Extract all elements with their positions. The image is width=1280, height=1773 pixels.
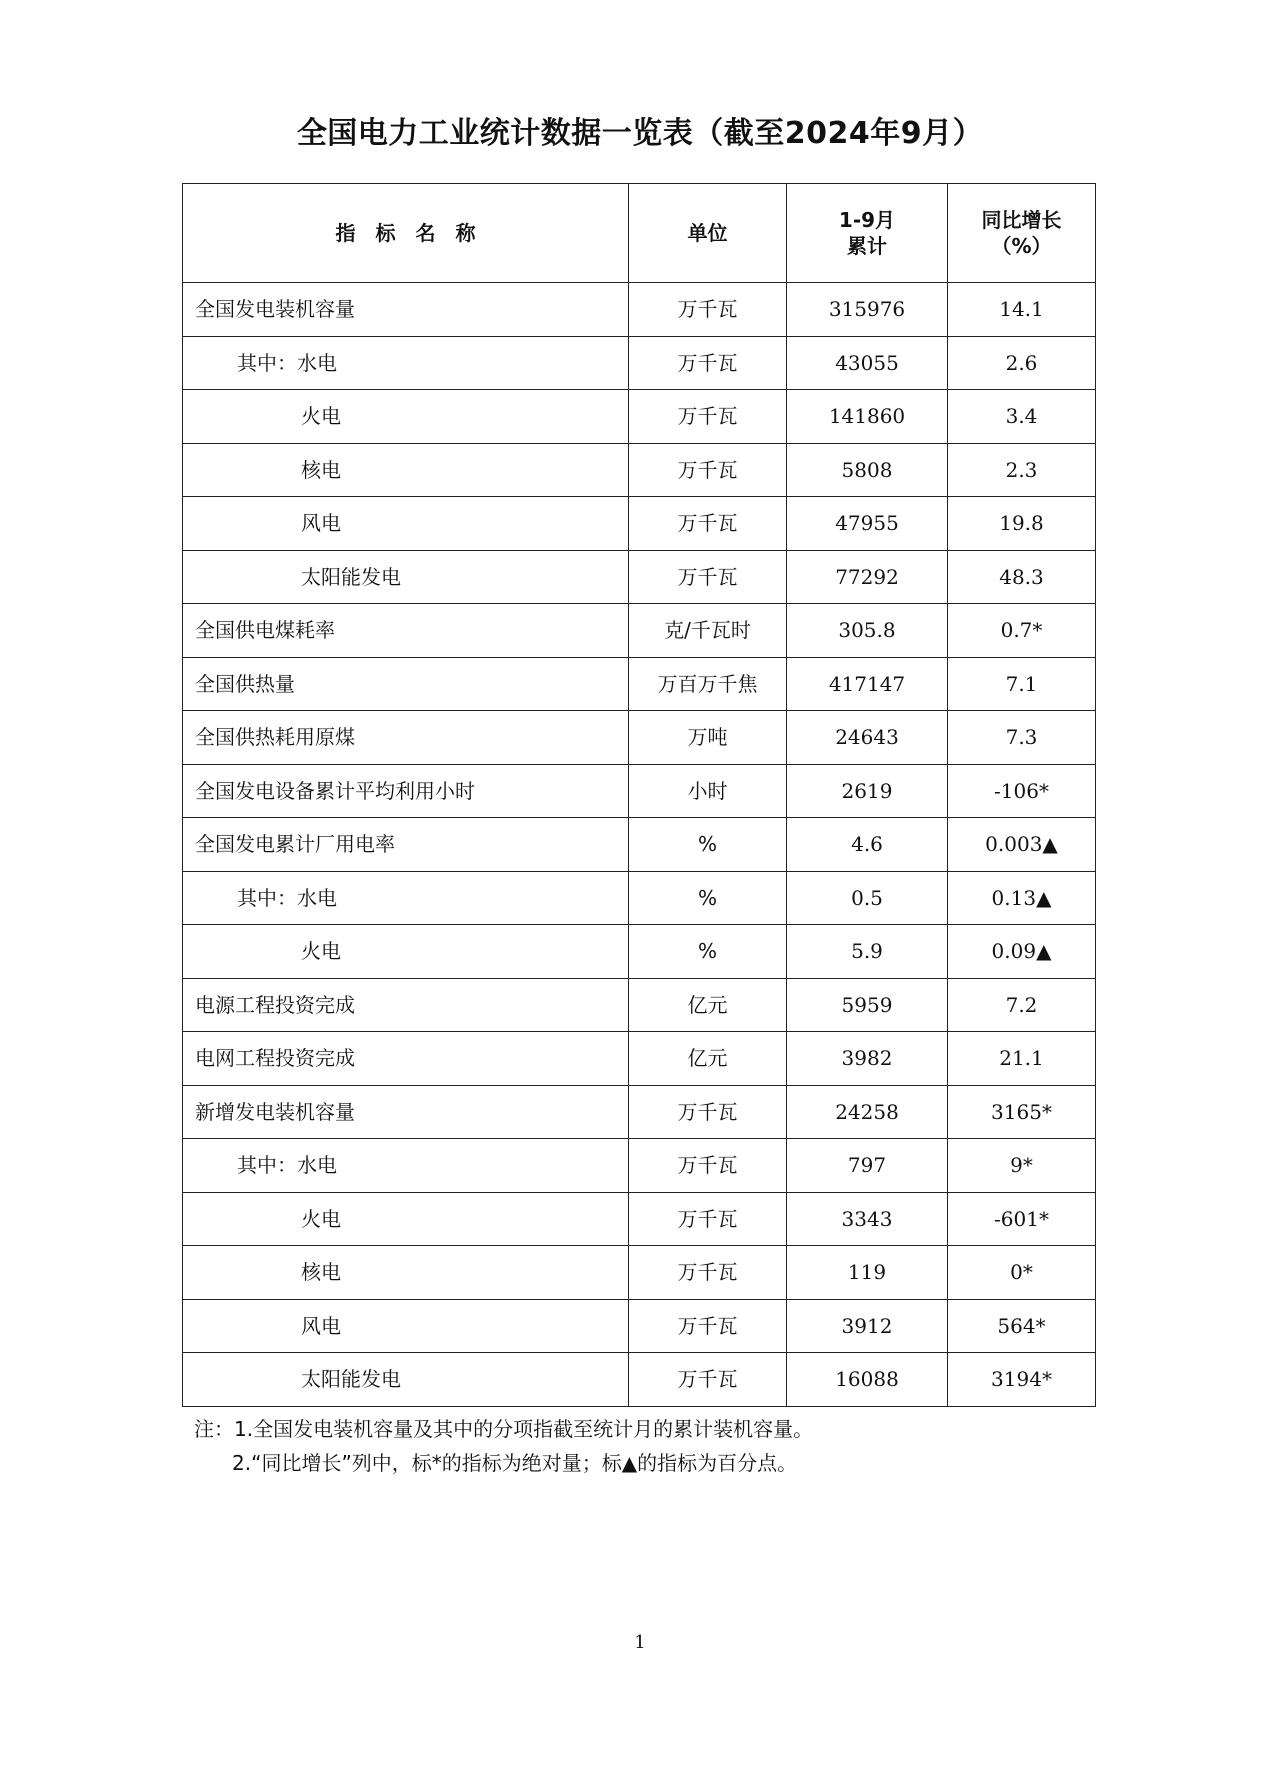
indicator-name-cell: 风电 bbox=[183, 1299, 629, 1353]
indicator-name-cell: 全国供热量 bbox=[183, 657, 629, 711]
yoy-growth-cell: 564* bbox=[948, 1299, 1096, 1353]
indicator-name-cell: 火电 bbox=[183, 390, 629, 444]
table-row bbox=[183, 1299, 1096, 1353]
table-row bbox=[183, 497, 1096, 551]
unit-cell: 万千瓦 bbox=[629, 336, 787, 390]
unit-cell: 万千瓦 bbox=[629, 390, 787, 444]
cumulative-value-cell: 0.5 bbox=[787, 871, 948, 925]
indicator-name-cell: 太阳能发电 bbox=[183, 550, 629, 604]
table-row bbox=[183, 818, 1096, 872]
table-row bbox=[183, 711, 1096, 765]
unit-cell: 亿元 bbox=[629, 978, 787, 1032]
indicator-name-cell: 新增发电装机容量 bbox=[183, 1085, 629, 1139]
unit-cell: 万千瓦 bbox=[629, 283, 787, 337]
yoy-growth-cell: 0.7* bbox=[948, 604, 1096, 658]
table-row bbox=[183, 1192, 1096, 1246]
table-row bbox=[183, 550, 1096, 604]
cumulative-value-cell: 3982 bbox=[787, 1032, 948, 1086]
cumulative-value-cell: 4.6 bbox=[787, 818, 948, 872]
table-row bbox=[183, 1032, 1096, 1086]
table-row bbox=[183, 336, 1096, 390]
cumulative-value-cell: 5.9 bbox=[787, 925, 948, 979]
yoy-growth-cell: 2.6 bbox=[948, 336, 1096, 390]
yoy-growth-cell: 21.1 bbox=[948, 1032, 1096, 1086]
yoy-growth-cell: 3165* bbox=[948, 1085, 1096, 1139]
unit-cell: 万千瓦 bbox=[629, 443, 787, 497]
unit-cell: 万千瓦 bbox=[629, 1192, 787, 1246]
yoy-growth-cell: 7.3 bbox=[948, 711, 1096, 765]
cumulative-value-cell: 77292 bbox=[787, 550, 948, 604]
footnote-1: 注：1.全国发电装机容量及其中的分项指截至统计月的累计装机容量。 bbox=[194, 1417, 814, 1441]
yoy-growth-cell: -601* bbox=[948, 1192, 1096, 1246]
yoy-growth-cell: -106* bbox=[948, 764, 1096, 818]
table-body bbox=[183, 283, 1096, 1407]
cumulative-value-cell: 2619 bbox=[787, 764, 948, 818]
cumulative-value-cell: 43055 bbox=[787, 336, 948, 390]
table-row bbox=[183, 283, 1096, 337]
cumulative-value-cell: 24643 bbox=[787, 711, 948, 765]
unit-cell: 万吨 bbox=[629, 711, 787, 765]
cumulative-value-cell: 797 bbox=[787, 1139, 948, 1193]
table-row bbox=[183, 604, 1096, 658]
cumulative-value-cell: 5959 bbox=[787, 978, 948, 1032]
cumulative-value-cell: 3343 bbox=[787, 1192, 948, 1246]
indicator-name-cell: 太阳能发电 bbox=[183, 1353, 629, 1407]
yoy-growth-cell: 0* bbox=[948, 1246, 1096, 1300]
table-row bbox=[183, 764, 1096, 818]
indicator-name-cell: 其中：水电 bbox=[183, 1139, 629, 1193]
unit-cell: 万千瓦 bbox=[629, 1139, 787, 1193]
header-yoy-growth bbox=[948, 184, 1096, 283]
table-row bbox=[183, 657, 1096, 711]
cumulative-value-cell: 141860 bbox=[787, 390, 948, 444]
unit-cell: 万千瓦 bbox=[629, 1085, 787, 1139]
yoy-growth-cell: 0.13▲ bbox=[948, 871, 1096, 925]
table-row bbox=[183, 390, 1096, 444]
yoy-growth-cell: 48.3 bbox=[948, 550, 1096, 604]
indicator-name-cell: 全国供热耗用原煤 bbox=[183, 711, 629, 765]
footnotes bbox=[194, 1412, 813, 1480]
cumulative-value-cell: 24258 bbox=[787, 1085, 948, 1139]
table-row bbox=[183, 871, 1096, 925]
yoy-growth-cell: 7.2 bbox=[948, 978, 1096, 1032]
indicator-name-cell: 核电 bbox=[183, 443, 629, 497]
table-row bbox=[183, 1353, 1096, 1407]
page-number: 1 bbox=[634, 1632, 646, 1653]
indicator-name-cell: 火电 bbox=[183, 1192, 629, 1246]
cumulative-value-cell: 47955 bbox=[787, 497, 948, 551]
table-row bbox=[183, 1246, 1096, 1300]
page-title: 全国电力工业统计数据一览表（截至2024年9月） bbox=[296, 116, 984, 151]
table-row bbox=[183, 1085, 1096, 1139]
cumulative-value-cell: 119 bbox=[787, 1246, 948, 1300]
table-row bbox=[183, 978, 1096, 1032]
yoy-growth-cell: 0.003▲ bbox=[948, 818, 1096, 872]
header-cumulative bbox=[787, 184, 948, 283]
yoy-growth-cell: 3.4 bbox=[948, 390, 1096, 444]
cumulative-value-cell: 417147 bbox=[787, 657, 948, 711]
table-header bbox=[183, 184, 1096, 283]
indicator-name-cell: 电网工程投资完成 bbox=[183, 1032, 629, 1086]
unit-cell: 万千瓦 bbox=[629, 1299, 787, 1353]
cumulative-value-cell: 5808 bbox=[787, 443, 948, 497]
yoy-growth-cell: 0.09▲ bbox=[948, 925, 1096, 979]
indicator-name-cell: 其中：水电 bbox=[183, 336, 629, 390]
unit-cell: 万百万千焦 bbox=[629, 657, 787, 711]
unit-cell: 万千瓦 bbox=[629, 1246, 787, 1300]
indicator-name-cell: 火电 bbox=[183, 925, 629, 979]
unit-cell: % bbox=[629, 925, 787, 979]
table-row bbox=[183, 1139, 1096, 1193]
unit-cell: % bbox=[629, 871, 787, 925]
yoy-growth-cell: 2.3 bbox=[948, 443, 1096, 497]
statistics-table bbox=[182, 183, 1096, 1407]
indicator-name-cell: 其中：水电 bbox=[183, 871, 629, 925]
table-row bbox=[183, 925, 1096, 979]
yoy-growth-cell: 9* bbox=[948, 1139, 1096, 1193]
indicator-name-cell: 电源工程投资完成 bbox=[183, 978, 629, 1032]
table-row bbox=[183, 443, 1096, 497]
unit-cell: 小时 bbox=[629, 764, 787, 818]
cumulative-value-cell: 16088 bbox=[787, 1353, 948, 1407]
indicator-name-cell: 核电 bbox=[183, 1246, 629, 1300]
yoy-growth-cell: 7.1 bbox=[948, 657, 1096, 711]
header-cumulative-period: 1-9月 bbox=[838, 208, 896, 232]
header-cumulative-label: 累计 bbox=[847, 234, 887, 258]
header-unit: 单位 bbox=[629, 184, 787, 283]
cumulative-value-cell: 315976 bbox=[787, 283, 948, 337]
header-yoy-label: 同比增长 bbox=[981, 208, 1062, 232]
indicator-name-cell: 风电 bbox=[183, 497, 629, 551]
unit-cell: 亿元 bbox=[629, 1032, 787, 1086]
cumulative-value-cell: 305.8 bbox=[787, 604, 948, 658]
cumulative-value-cell: 3912 bbox=[787, 1299, 948, 1353]
header-row bbox=[183, 184, 1096, 283]
header-indicator-name: 指标名称 bbox=[183, 184, 629, 283]
unit-cell: 万千瓦 bbox=[629, 1353, 787, 1407]
yoy-growth-cell: 14.1 bbox=[948, 283, 1096, 337]
yoy-growth-cell: 3194* bbox=[948, 1353, 1096, 1407]
unit-cell: 万千瓦 bbox=[629, 550, 787, 604]
yoy-growth-cell: 19.8 bbox=[948, 497, 1096, 551]
footnote-2: 2.“同比增长”列中，标*的指标为绝对量；标▲的指标为百分点。 bbox=[232, 1451, 798, 1475]
indicator-name-cell: 全国发电装机容量 bbox=[183, 283, 629, 337]
indicator-name-cell: 全国供电煤耗率 bbox=[183, 604, 629, 658]
header-yoy-unit: （%） bbox=[991, 234, 1052, 258]
unit-cell: % bbox=[629, 818, 787, 872]
indicator-name-cell: 全国发电累计厂用电率 bbox=[183, 818, 629, 872]
indicator-name-cell: 全国发电设备累计平均利用小时 bbox=[183, 764, 629, 818]
unit-cell: 克/千瓦时 bbox=[629, 604, 787, 658]
unit-cell: 万千瓦 bbox=[629, 497, 787, 551]
